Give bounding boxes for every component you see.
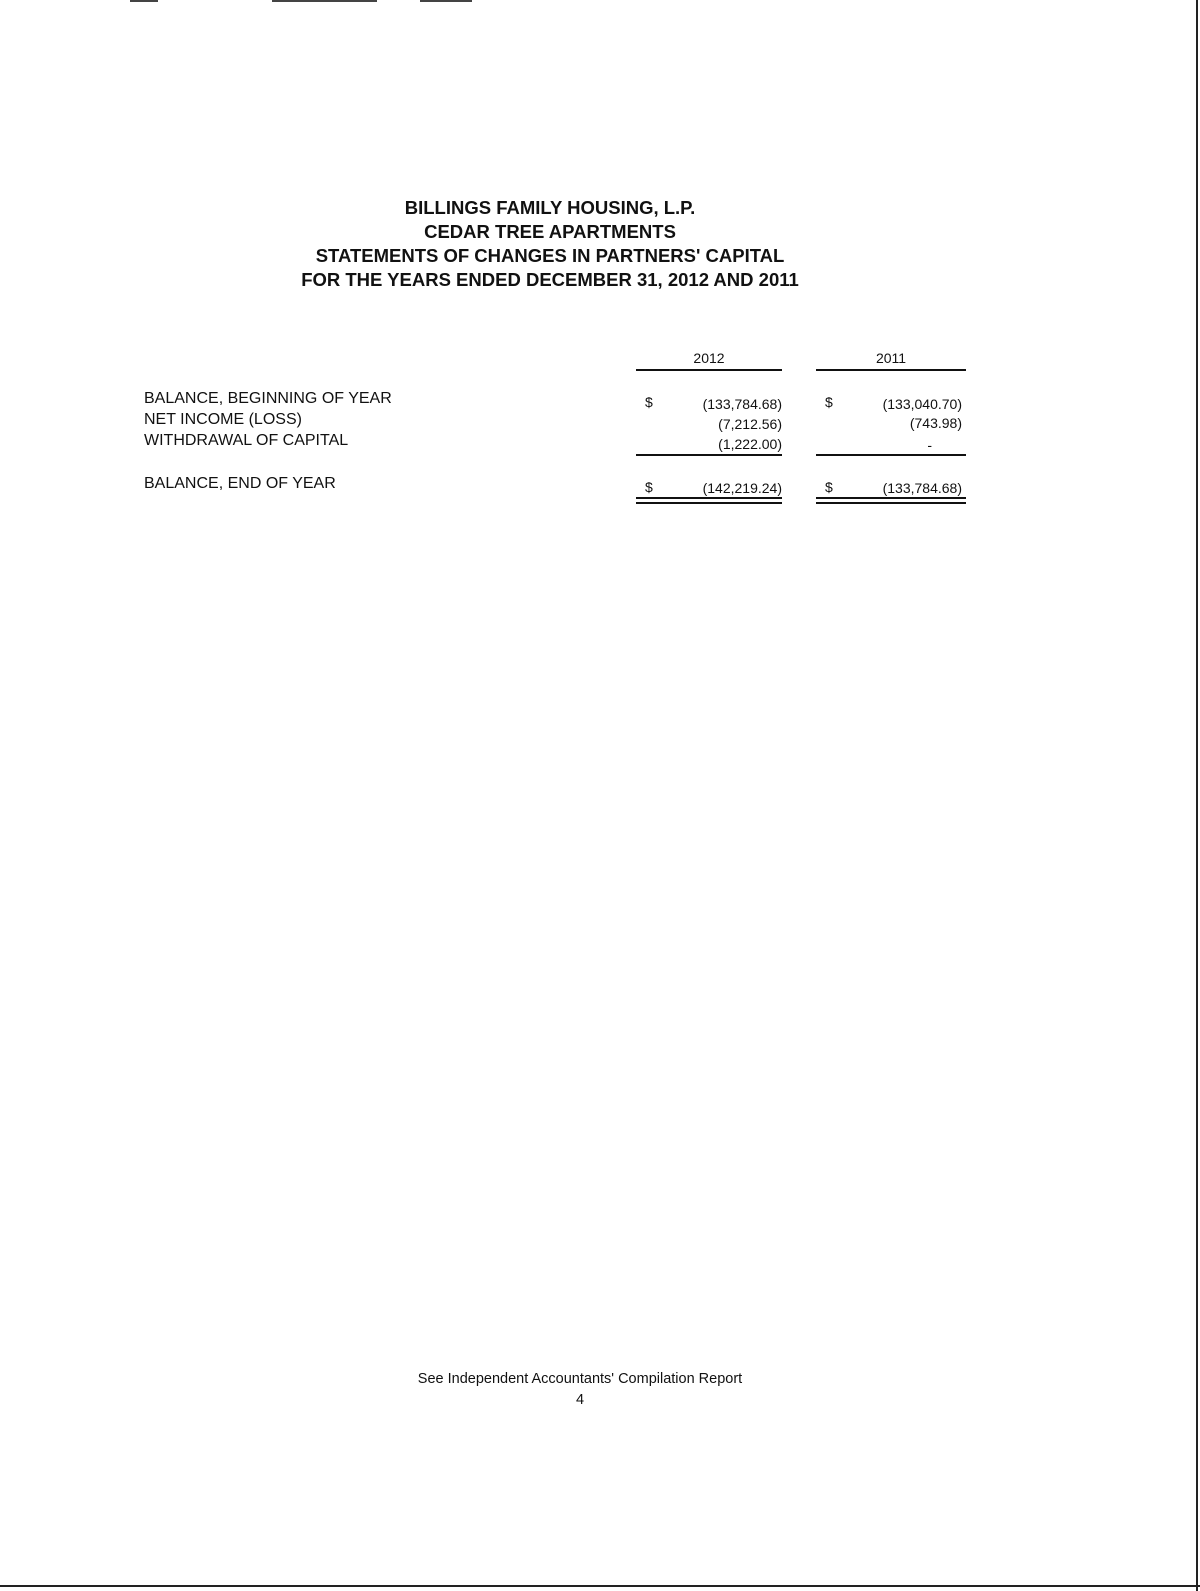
value-2012-withdrawal: (1,222.00) bbox=[718, 436, 782, 452]
currency-symbol: $ bbox=[825, 479, 833, 495]
value-2012-ending-balance: (142,219.24) bbox=[702, 480, 782, 496]
row-label-net-income: NET INCOME (LOSS) bbox=[144, 411, 302, 428]
page-number: 4 bbox=[575, 1392, 585, 1408]
column-header-rule bbox=[816, 369, 966, 371]
row-label-withdrawal: WITHDRAWAL OF CAPITAL bbox=[144, 432, 349, 449]
total-double-rule-upper bbox=[636, 497, 782, 499]
page-border-right bbox=[1196, 0, 1198, 1591]
currency-symbol: $ bbox=[645, 394, 653, 410]
scan-artifact bbox=[272, 0, 377, 2]
column-header-rule bbox=[636, 369, 782, 371]
company-name: BILLINGS FAMILY HOUSING, L.P. bbox=[404, 197, 696, 218]
document-header bbox=[0, 196, 1100, 292]
value-2012-net-income: (7,212.56) bbox=[718, 416, 782, 432]
value-2011-ending-balance: (133,784.68) bbox=[882, 480, 962, 496]
row-label-ending-balance: BALANCE, END OF YEAR bbox=[144, 475, 336, 492]
value-2011-net-income: (743.98) bbox=[909, 415, 962, 431]
subtotal-rule bbox=[636, 454, 782, 456]
currency-symbol: $ bbox=[825, 394, 833, 410]
statement-period: FOR THE YEARS ENDED DECEMBER 31, 2012 AND 2011 bbox=[301, 269, 799, 290]
statement-title: STATEMENTS OF CHANGES IN PARTNERS' CAPITAL bbox=[315, 245, 785, 266]
column-header-2012: 2012 bbox=[693, 350, 725, 366]
value-2012-beginning-balance: (133,784.68) bbox=[702, 396, 782, 412]
total-double-rule-lower bbox=[816, 502, 966, 504]
value-2011-beginning-balance: (133,040.70) bbox=[882, 396, 962, 412]
currency-symbol: $ bbox=[645, 479, 653, 495]
property-name: CEDAR TREE APARTMENTS bbox=[424, 221, 676, 242]
footer-note: See Independent Accountants' Compilation Report bbox=[417, 1371, 743, 1387]
scan-artifact bbox=[130, 0, 158, 2]
row-label-beginning-balance: BALANCE, BEGINNING OF YEAR bbox=[144, 390, 392, 407]
total-double-rule-upper bbox=[816, 497, 966, 499]
page-border-bottom bbox=[0, 1585, 1200, 1587]
scan-artifact bbox=[420, 0, 472, 2]
total-double-rule-lower bbox=[636, 502, 782, 504]
subtotal-rule bbox=[816, 454, 966, 456]
value-2011-withdrawal: - bbox=[927, 437, 932, 453]
column-header-2011: 2011 bbox=[875, 350, 907, 366]
